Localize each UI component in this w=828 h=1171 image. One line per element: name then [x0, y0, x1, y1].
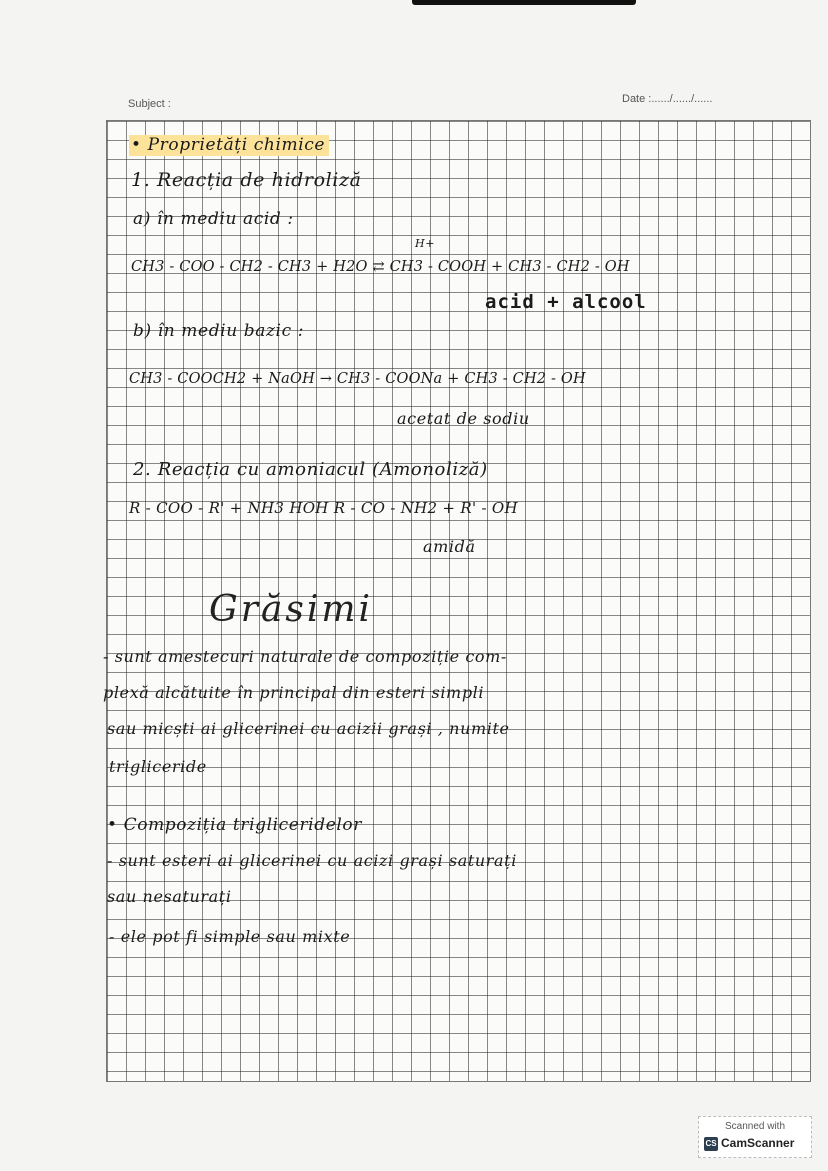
- equation-basic-product: acetat de sodiu: [397, 409, 530, 428]
- heading-chemical-properties: • Proprietăți chimice: [129, 135, 329, 155]
- composition-line-2: sau nesaturați: [107, 887, 232, 906]
- equation-ammonolysis-product: amidă: [423, 537, 476, 556]
- triglyceride-composition-title: • Compoziția trigliceridelor: [107, 815, 362, 835]
- camscanner-watermark: [698, 1116, 812, 1158]
- equation-acid-products: acid + alcool: [485, 291, 647, 313]
- fats-definition-line-3: sau micști ai glicerinei cu acizii grași , numite: [107, 719, 510, 738]
- scan-top-edge: [412, 0, 636, 5]
- fats-definition-line-1: - sunt amestecuri naturale de compoziție com-: [103, 647, 507, 666]
- catalyst-label: H+: [415, 237, 436, 250]
- acid-medium-label: a) în mediu acid :: [133, 209, 294, 229]
- equation-acid-hydrolysis: CH3 - COO - CH2 - CH3 + H2O ⇄ CH3 - COOH + CH3 - CH2 - OH: [131, 259, 630, 275]
- equation-ammonolysis: R - COO - R' + NH3 HOH R - CO - NH2 + R' - OH: [129, 499, 518, 517]
- basic-medium-label: b) în mediu bazic :: [133, 321, 305, 341]
- equation-basic-hydrolysis: CH3 - COOCH2 + NaOH → CH3 - COONa + CH3 - CH2 - OH: [129, 371, 586, 387]
- grid-notebook-page: [103, 120, 811, 1082]
- date-label: Date :....../....../......: [622, 93, 713, 105]
- fats-title: Grăsimi: [209, 589, 374, 630]
- reaction-hydrolysis-title: 1. Reacția de hidroliză: [131, 169, 362, 191]
- composition-line-3: - ele pot fi simple sau mixte: [109, 927, 351, 946]
- fats-definition-line-2: plexă alcătuite în principal din esteri simpli: [103, 683, 485, 702]
- camscanner-name: CamScanner: [721, 1136, 795, 1150]
- camscanner-logo-icon: CS: [704, 1137, 718, 1151]
- fats-definition-line-4: trigliceride: [109, 757, 207, 776]
- reaction-ammonolysis-title: 2. Reacția cu amoniacul (Amonoliză): [133, 459, 488, 480]
- composition-line-1: - sunt esteri ai glicerinei cu acizi grași saturați: [107, 851, 517, 870]
- subject-label: Subject :: [128, 98, 171, 110]
- scanned-with-label: Scanned with: [724, 1121, 786, 1132]
